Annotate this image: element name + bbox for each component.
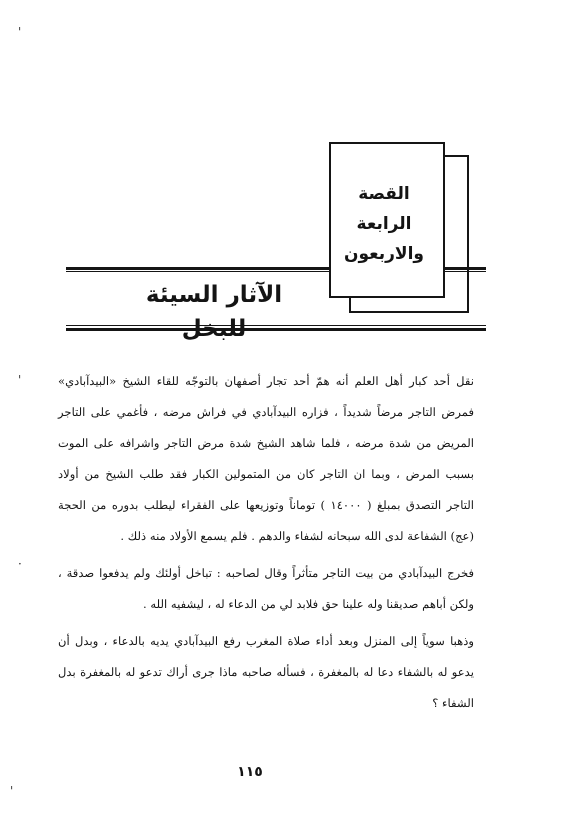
margin-mark: ' [18, 25, 22, 39]
chapter-label-box [330, 156, 438, 292]
margin-mark: ' [18, 373, 22, 387]
margin-mark: ' [10, 784, 14, 798]
chapter-label-line-2: الرابعة [356, 214, 412, 234]
title-rule-thick [66, 328, 486, 331]
paragraph: نقل أحد كبار أهل العلم أنه همّ أحد تجار أصفهان بالتوجّه للقاء الشيخ «البيدآبادي» فمرض التاجر مرضاً شديداً ، فزاره البيدآبادي في فراش مرضه ، فأغمي على التاجر المريض من شدة مرضه ، فلما شاهد الشيخ شدة مرض التاجر واشرافه على الموت بسبب المرض ، وبما ان التاجر كان من المتمولين الكبار فقد طلب الشيخ من أولاد التاجر التصدق بمبلغ ( ١٤٠٠٠ ) توماناً وتوزيعها على الفقراء ليطلب بدوره من الحجة (عج) الشفاعة لدى الله سبحانه لشفاء والدهم . فلم يسمع الأولاد منه ذلك . [58, 374, 475, 543]
chapter-label-line-3: والاربعون [344, 244, 424, 264]
paragraph: فخرج البيدآبادي من بيت التاجر متأثراً وقال لصاحبه : تباخل أولئك ولم يدفعوا صدقة ، ولكن أباهم صديقنا وله علينا حق فلابد لي من الدعاء له ، ليشفيه الله . [58, 566, 474, 611]
margin-mark: · [18, 557, 22, 571]
page-number: ١١٥ [237, 764, 263, 780]
paragraph: وذهبا سوياً إلى المنزل وبعد أداء صلاة المغرب رفع البيدآبادي يديه بالدعاء ، وبدل أن يدعو له بالشفاء دعا له بالمغفرة ، فسأله صاحبه ماذا جرى أراك تدعو له بالمغفرة بدل الشفاء ؟ [58, 634, 474, 710]
chapter-title: الآثار السيئة [145, 282, 283, 308]
title-rule-thin [66, 325, 486, 326]
chapter-label-line-1: القصة [358, 184, 410, 204]
body-text [58, 366, 474, 725]
